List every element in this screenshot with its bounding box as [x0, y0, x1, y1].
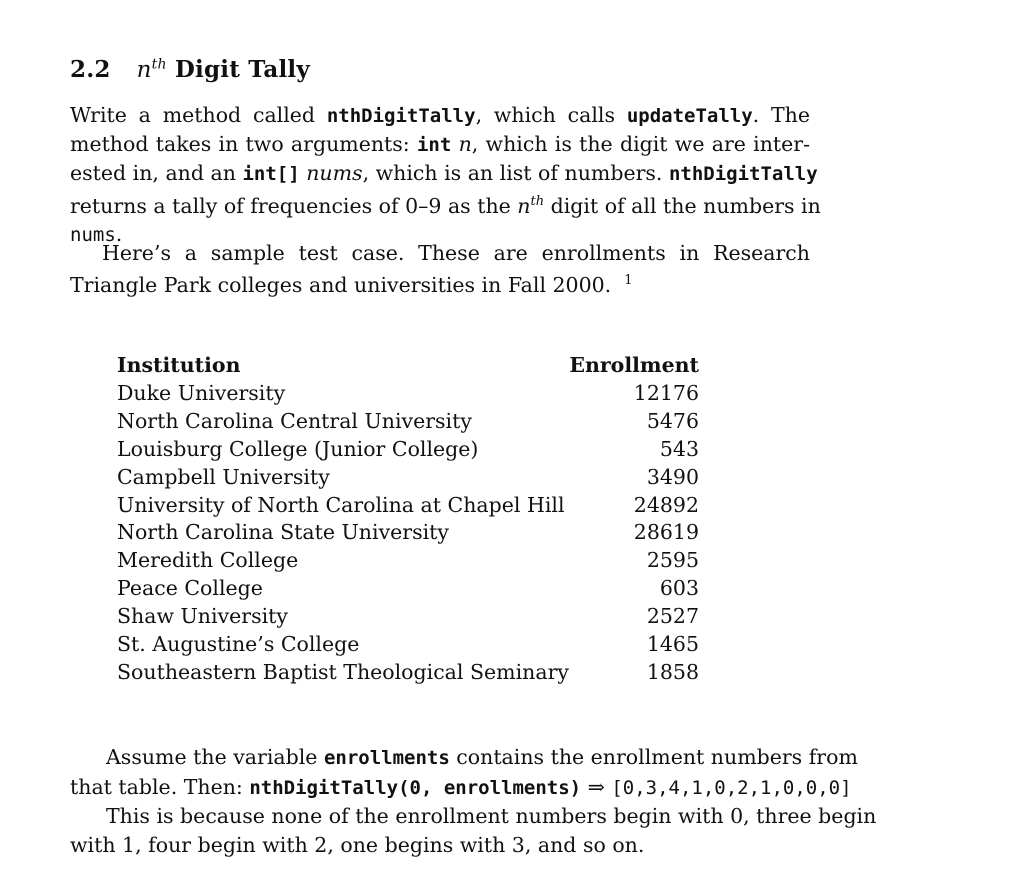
explain-line-2: [70, 773, 870, 803]
code-call: nthDigitTally(0, enrollments): [249, 776, 582, 799]
text-segment: contains the enrollment numbers from: [449, 745, 858, 769]
institution-cell: St. Augustine’s College: [117, 632, 360, 657]
intro-paragraph: [70, 101, 821, 249]
intro-line-2: [70, 130, 810, 159]
institution-cell: North Carolina Central University: [117, 408, 472, 433]
header-enrollment: Enrollment: [569, 353, 699, 377]
enrollment-cell: 28619: [633, 520, 699, 545]
table-row: [117, 464, 699, 492]
text-segment: Assume the variable: [106, 745, 324, 769]
enrollment-table: [117, 352, 699, 687]
table-row: [117, 603, 699, 631]
code-updateTally: updateTally: [626, 105, 753, 127]
code-nthDigitTally: nthDigitTally: [668, 163, 818, 185]
var-n: n: [517, 193, 531, 218]
table-body: [117, 380, 699, 687]
enrollment-cell: 1465: [646, 632, 699, 657]
sample-text: Here’s a sample test case. These are enrollments in Research Triangle Park colleges and universities in Fall 2000.: [70, 241, 810, 297]
explain-line-3: This is because none of the enrollment numbers begin with 0, three begin: [106, 804, 877, 828]
var-n: n: [458, 132, 472, 156]
institution-cell: Shaw University: [117, 604, 288, 629]
var-nums: nums: [306, 161, 363, 185]
text-segment: returns a tally of frequencies of 0–9 as the: [70, 193, 518, 218]
code-result: [0,3,4,1,0,2,1,0,0,0]: [611, 776, 852, 799]
institution-cell: Southeastern Baptist Theological Seminary: [117, 659, 569, 684]
table-row: [117, 380, 699, 408]
enrollment-cell: 603: [659, 576, 699, 601]
text-segment: that table. Then:: [70, 774, 250, 799]
code-int: int: [416, 134, 452, 156]
sample-paragraph: [70, 239, 810, 299]
enrollment-cell: 2527: [646, 604, 699, 629]
text-segment: .: [115, 221, 123, 246]
table-row: [117, 436, 699, 464]
table-row: [117, 575, 699, 603]
enrollment-cell: 5476: [646, 408, 699, 433]
explain-line-4: with 1, four begin with 2, one begins with 3, and so on.: [70, 832, 645, 857]
code-nums: nums: [70, 223, 116, 246]
explanation-paragraph: [70, 743, 877, 859]
text-segment: digit of all the numbers in: [544, 193, 821, 218]
code-int-array: int[]: [242, 163, 300, 185]
text-segment: , which calls: [475, 103, 627, 127]
superscript: th: [530, 194, 545, 209]
institution-cell: Peace College: [117, 576, 263, 601]
table-header-row: [117, 352, 699, 380]
header-institution: Institution: [117, 353, 241, 377]
table-row: [117, 408, 699, 436]
explain-line-1: [70, 743, 870, 773]
text-segment: ested in, and an: [70, 161, 243, 185]
intro-line-1: [70, 101, 810, 130]
section-sup: th: [151, 56, 167, 73]
enrollment-cell: 2595: [646, 548, 699, 573]
institution-cell: University of North Carolina at Chapel Hill: [117, 492, 565, 517]
institution-cell: Duke University: [117, 380, 286, 405]
enrollment-cell: 12176: [633, 380, 699, 405]
text-segment: , which is the digit we are inter-: [471, 132, 810, 156]
enrollment-cell: 1858: [646, 659, 699, 684]
institution-cell: Campbell University: [117, 464, 330, 489]
section-number: 2.2: [70, 56, 111, 83]
text-segment: . The: [752, 103, 810, 127]
enrollment-cell: 543: [659, 436, 699, 461]
intro-line-4: [70, 188, 821, 220]
section-heading: [70, 56, 310, 83]
table-row: [117, 631, 699, 659]
implies-arrow: ⇒: [587, 774, 605, 799]
institution-cell: Louisburg College (Junior College): [117, 436, 479, 461]
text-segment: method takes in two arguments:: [70, 132, 417, 156]
table-row: [117, 519, 699, 547]
table-row: [117, 547, 699, 575]
code-nthDigitTally: nthDigitTally: [326, 105, 476, 127]
section-title: Digit Tally: [174, 56, 310, 83]
enrollment-cell: 3490: [646, 464, 699, 489]
institution-cell: Meredith College: [117, 548, 299, 573]
footnote-marker: 1: [624, 273, 633, 288]
text-segment: , which is an list of numbers.: [362, 161, 669, 185]
table-row: [117, 492, 699, 520]
intro-line-3: [70, 159, 818, 188]
section-n: n: [136, 57, 152, 83]
institution-cell: North Carolina State University: [117, 520, 449, 545]
table-row: [117, 659, 699, 687]
text-segment: Write a method called: [70, 103, 327, 127]
code-enrollments: enrollments: [323, 747, 450, 769]
enrollment-cell: 24892: [633, 492, 699, 517]
